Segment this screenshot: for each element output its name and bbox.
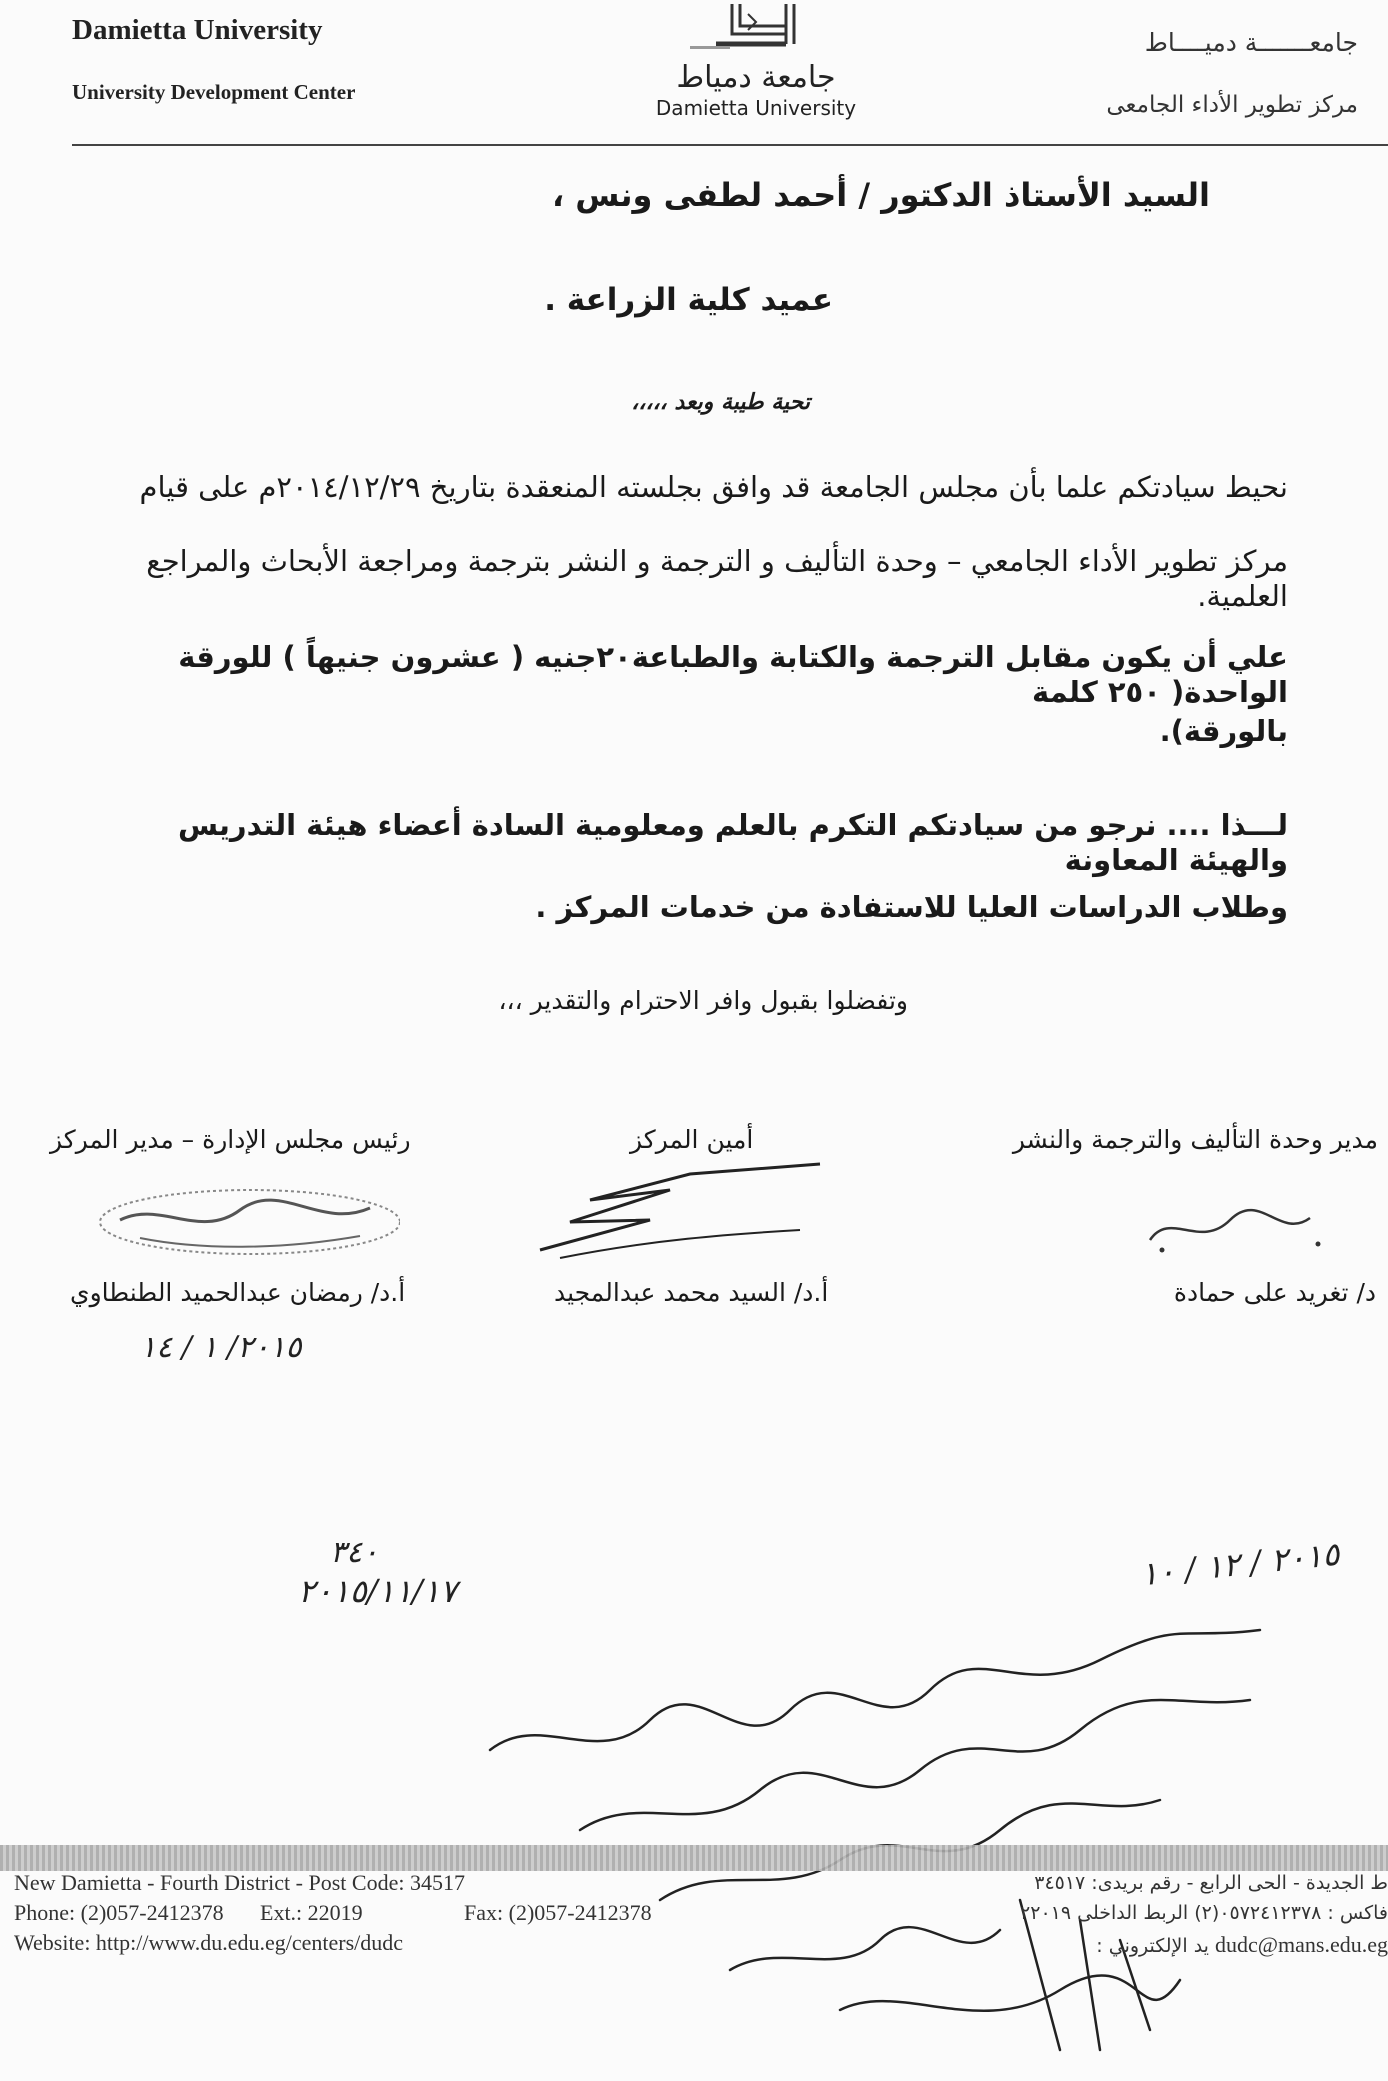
center-name-en: University Development Center	[72, 80, 356, 104]
signatory-right-name: د/ تغريد على حمادة	[1173, 1278, 1376, 1307]
paragraph-2-line-1: علي أن يكون مقابل الترجمة والكتابة والطباعة٢٠جنيه ( عشرون جنيهاً ) للورقة الواحدة( ٢٥٠ كلمة	[178, 640, 1288, 709]
paragraph-3-line-2: وطلاب الدراسات العليا للاستفادة من خدمات المركز .	[535, 890, 1288, 924]
footer-fax-ar: فاكس : ٠٥٧٢٤١٢٣٧٨(٢) الربط الداخلى ٢٢٠١٩	[1020, 1902, 1388, 1924]
paragraph-2-line-2: بالورقة).	[1159, 714, 1288, 748]
recipient-title: عميد كلية الزراعة .	[544, 282, 833, 318]
signature-right	[1140, 1200, 1330, 1260]
signature-left	[80, 1180, 400, 1270]
right-mark: ٢٠١٥ / ١٢ / ١٠	[1138, 1534, 1342, 1594]
signature-date: ٢٠١٥/ ١ / ١٤	[140, 1330, 302, 1365]
footer-address: New Damietta - Fourth District - Post Code: 34517	[14, 1870, 465, 1895]
university-name-ar: جامعـــــــة دميــــاط	[1144, 28, 1358, 57]
signature-middle	[530, 1160, 830, 1270]
footer-address-ar: ط الجديدة - الحى الرابع - رقم بريدى: ٣٤٥١٧	[1034, 1872, 1388, 1894]
signatory-left-name: أ.د/ رمضان عبدالحميد الطنطاوي	[70, 1278, 406, 1307]
closing-line: وتفضلوا بقبول وافر الاحترام والتقدير ،،،	[498, 986, 908, 1015]
signatory-middle-title: أمين المركز	[630, 1125, 754, 1154]
greeting: تحية طيبة وبعد ،،،،،	[631, 390, 810, 415]
footer-email: dudc@mans.edu.eg	[1215, 1932, 1388, 1957]
footer-ext: Ext.: 22019	[260, 1900, 363, 1925]
logo-text-en: Damietta University	[655, 96, 857, 120]
handwritten-notes	[460, 1600, 1300, 2070]
signatory-left-title: رئيس مجلس الإدارة – مدير المركز	[50, 1125, 411, 1154]
footer-email-ar	[1096, 1932, 1388, 1958]
paragraph-1-line-1: نحيط سيادتكم علما بأن مجلس الجامعة قد وافق بجلسته المنعقدة بتاريخ ٢٠١٤/١٢/٢٩م على قيام	[139, 470, 1288, 504]
header-divider	[72, 144, 1388, 146]
footer-phone: Phone: (2)057-2412378	[14, 1900, 224, 1925]
center-name-ar: مركز تطوير الأداء الجامعى	[1106, 92, 1358, 118]
paragraph-1-line-2: مركز تطوير الأداء الجامعي – وحدة التأليف و الترجمة و النشر بترجمة ومراجعة الأبحاث والمراجع العلمية.	[146, 544, 1288, 613]
ref-number: ٣٤٠	[330, 1535, 379, 1570]
footer-band	[0, 1845, 1388, 1871]
paragraph-3-line-1: لـــذا .... نرجو من سيادتكم التكرم بالعلم ومعلومية السادة أعضاء هيئة التدريس والهيئة المعاونة	[178, 808, 1288, 877]
footer-website: Website: http://www.du.edu.eg/centers/dudc	[14, 1930, 404, 1955]
signatory-middle-name: أ.د/ السيد محمد عبدالمجيد	[554, 1278, 829, 1307]
recipient-name: السيد الأستاذ الدكتور / أحمد لطفى ونس ،	[551, 176, 1210, 214]
logo-text-ar: جامعة دمياط	[676, 60, 836, 95]
signatory-right-title: مدير وحدة التأليف والترجمة والنشر	[1012, 1125, 1378, 1154]
footer-fax: Fax: (2)057-2412378	[464, 1900, 652, 1925]
footer-email-label-ar: يد الإلكتروني :	[1096, 1935, 1209, 1957]
university-name-en: Damietta University	[72, 14, 323, 46]
ref-date: ٢٠١٥/١١/١٧	[298, 1572, 458, 1610]
